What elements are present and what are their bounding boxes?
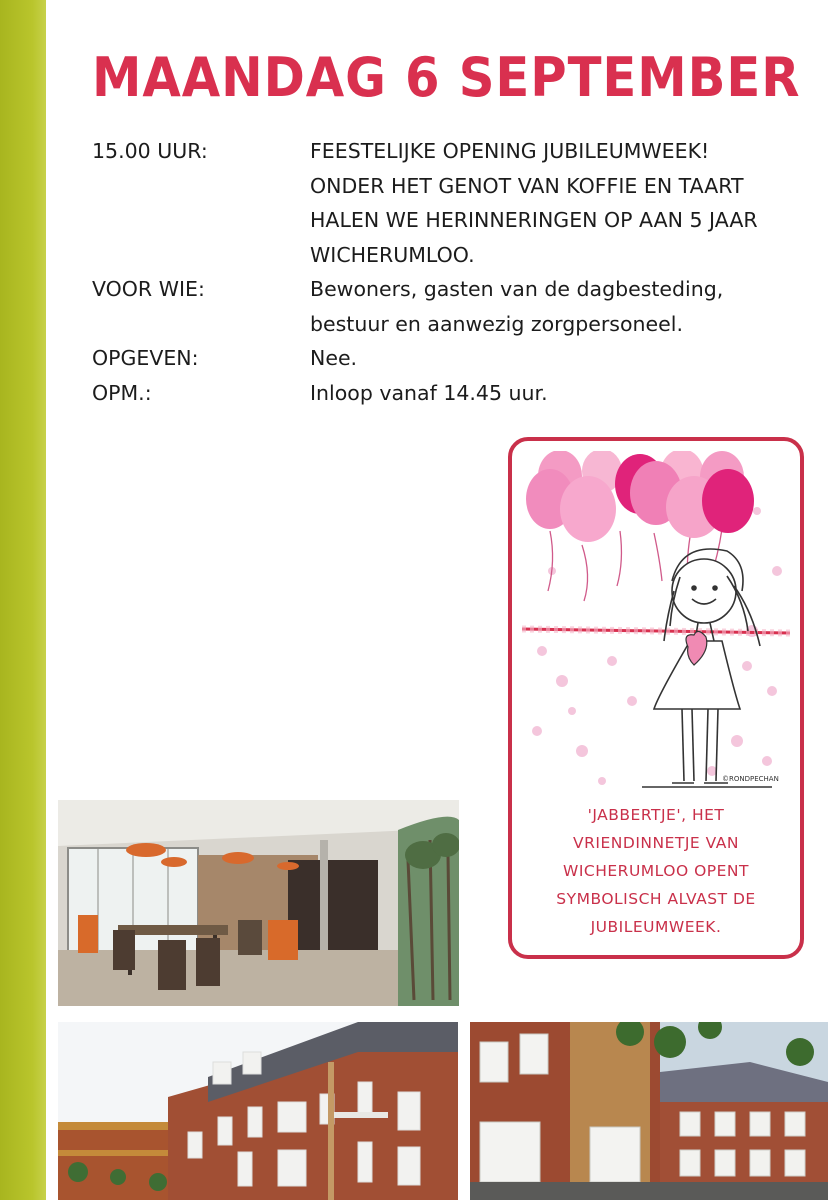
schedule-row-signup — [92, 341, 812, 376]
schedule-value-line: Nee. — [310, 346, 358, 370]
schedule-label: VOOR WIE: — [92, 277, 205, 301]
illustration-credit: ©RONDPECHAN — [722, 775, 779, 783]
schedule-label: 15.00 UUR: — [92, 139, 208, 163]
schedule-value — [310, 272, 812, 341]
building-exterior-photo-left — [58, 1022, 458, 1200]
schedule-value-line: bestuur en aanwezig zorgpersoneel. — [310, 311, 683, 336]
schedule-value — [310, 134, 812, 272]
restaurant-interior-photo — [58, 800, 459, 1006]
schedule-row-time — [92, 134, 812, 272]
schedule-value — [310, 376, 812, 411]
schedule-value — [310, 341, 812, 376]
card-caption-line: VRIENDINNETJE VAN — [573, 834, 739, 852]
schedule-label: OPGEVEN: — [92, 346, 199, 370]
schedule-value-line: HALEN WE HERINNERINGEN OP AAN 5 JAAR — [310, 208, 758, 232]
building-exterior-photo-right — [470, 1022, 828, 1200]
card-caption-line: SYMBOLISCH ALVAST DE — [556, 890, 756, 908]
schedule-label: OPM.: — [92, 380, 152, 405]
side-color-bar — [0, 0, 46, 1200]
schedule-value-line: FEESTELIJKE OPENING JUBILEUMWEEK! — [310, 139, 710, 163]
schedule-value-line: Inloop vanaf 14.45 uur. — [310, 380, 548, 405]
jabbertje-card — [508, 437, 804, 959]
card-caption-line: WICHERUMLOO OPENT — [563, 862, 749, 880]
schedule-row-audience — [92, 272, 812, 341]
schedule-row-remark — [92, 376, 812, 411]
girl-with-balloons-illustration — [522, 451, 790, 791]
schedule-value-line: ONDER HET GENOT VAN KOFFIE EN TAART — [310, 173, 744, 198]
card-caption-line: 'JABBERTJE', HET — [587, 806, 725, 824]
schedule-value-line: WICHERUMLOO. — [310, 242, 475, 267]
page-title: MAANDAG 6 SEPTEMBER — [92, 46, 801, 109]
card-caption-line: JUBILEUMWEEK. — [590, 918, 722, 936]
schedule-table — [92, 134, 812, 410]
card-caption — [530, 801, 782, 941]
schedule-value-line: Bewoners, gasten van de dagbesteding, — [310, 277, 724, 301]
